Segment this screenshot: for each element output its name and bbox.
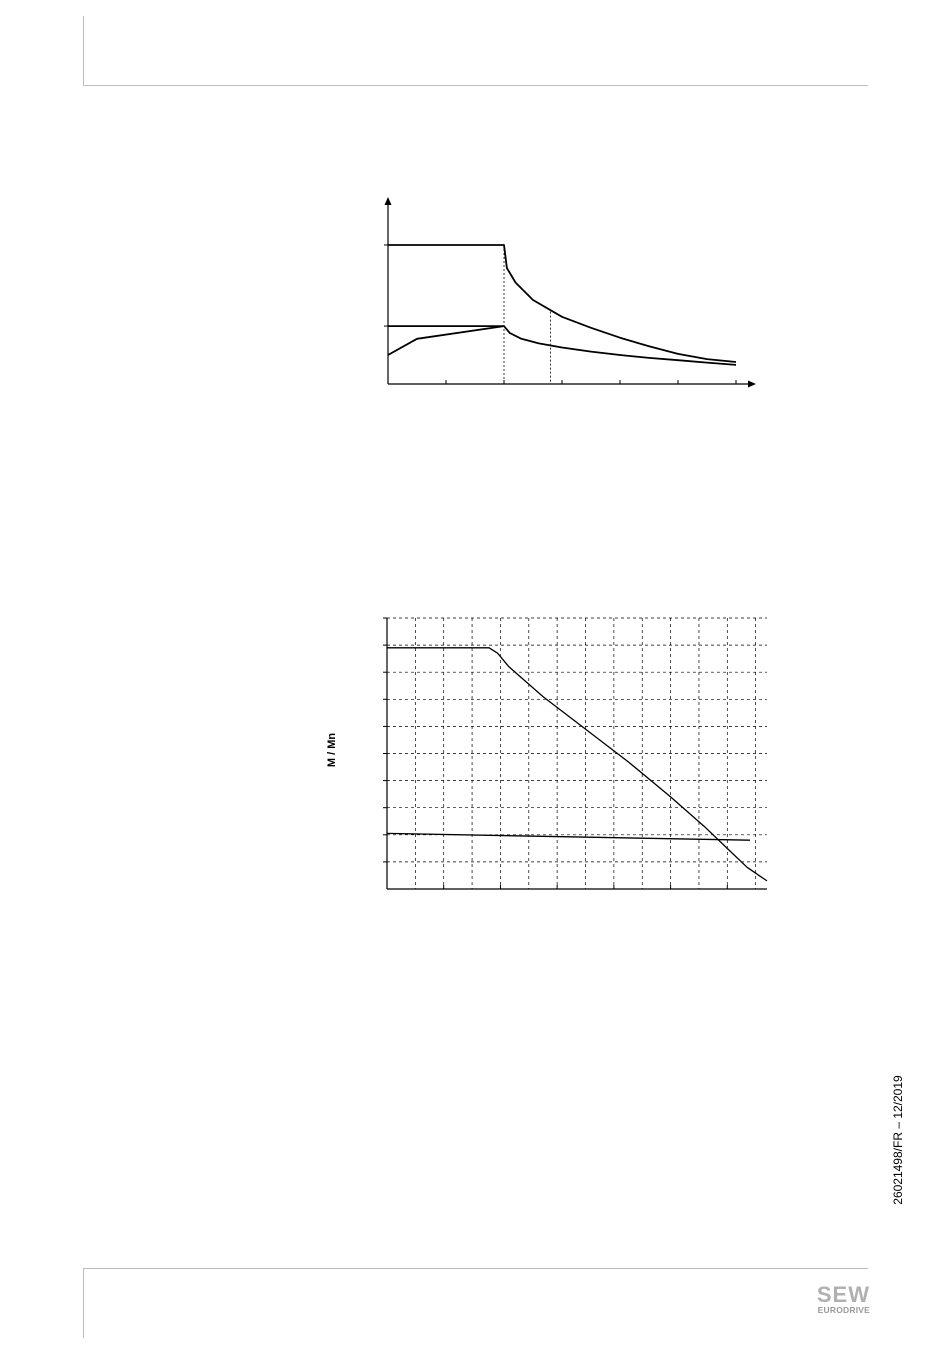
header-vertical-rule: [83, 16, 84, 85]
series-line-2: [387, 833, 750, 840]
chart-torque-speed-upper: [360, 190, 770, 400]
y-axis-arrow-icon: [385, 197, 392, 205]
header-horizontal-rule: [83, 85, 868, 86]
series-line-1: [388, 245, 736, 362]
series-line-3: [388, 326, 504, 355]
sew-eurodrive-logo: [795, 1284, 870, 1318]
logo-main-text: SEW: [816, 1282, 870, 1307]
document-number: 26021498/FR – 12/2019: [891, 1075, 905, 1205]
logo-sub-text: EURODRIVE: [817, 1305, 870, 1315]
chart-torque-speed-lower: [320, 608, 790, 898]
footer-horizontal-rule: [83, 1268, 868, 1269]
x-axis-arrow-icon: [748, 381, 756, 388]
footer-vertical-rule: [83, 1268, 84, 1338]
series-line-2: [388, 326, 736, 365]
y-axis-title: M / Mn: [326, 732, 338, 768]
